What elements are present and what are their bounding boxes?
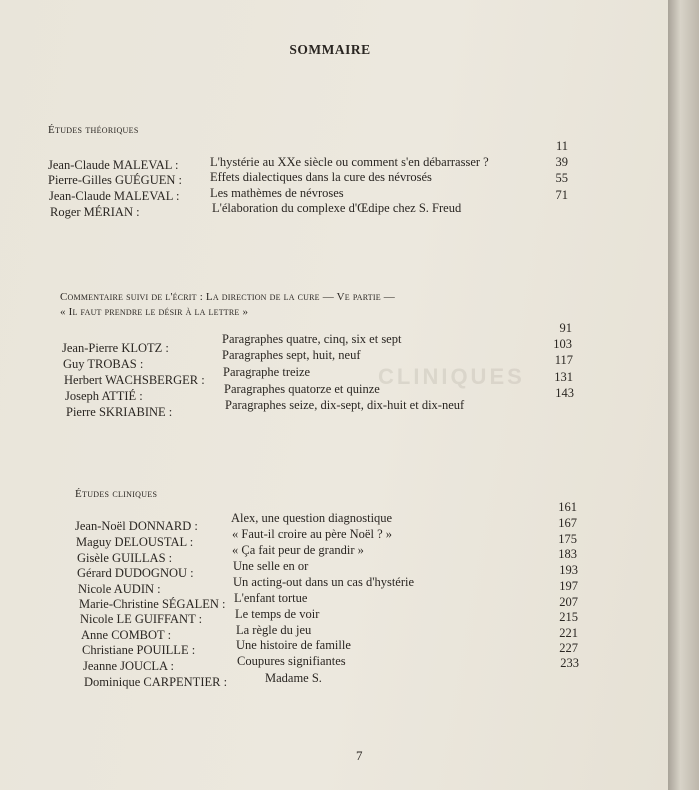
section-heading-cliniques: Études cliniques <box>75 488 158 500</box>
toc-page-number: 197 <box>559 579 578 593</box>
toc-title: Paragraphes seize, dix-sept, dix-huit et dix-neuf <box>225 398 465 412</box>
toc-title: La règle du jeu <box>236 623 312 637</box>
toc-title: Les mathèmes de névroses <box>210 186 344 200</box>
toc-page-number: 143 <box>555 386 574 400</box>
page-stack-edge <box>668 0 699 790</box>
toc-author: Anne COMBOT : <box>81 628 172 642</box>
toc-page-number: 207 <box>559 595 578 609</box>
toc-author: Jean-Claude MALEVAL : <box>49 189 180 203</box>
toc-title: « Faut-il croire au père Noël ? » <box>232 527 393 541</box>
toc-page-number: 55 <box>555 171 568 185</box>
toc-page-number: 131 <box>554 370 573 384</box>
toc-page-number: 221 <box>559 626 578 640</box>
toc-author: Pierre-Gilles GUÉGUEN : <box>48 173 182 187</box>
toc-title: Effets dialectiques dans la cure des névrosés <box>210 170 432 184</box>
toc-title: Paragraphes sept, huit, neuf <box>222 348 361 362</box>
toc-author: Jean-Pierre KLOTZ : <box>62 341 169 355</box>
section-heading-theoriques: Études théoriques <box>48 124 139 136</box>
toc-author: Jean-Claude MALEVAL : <box>48 158 179 172</box>
toc-author: Guy TROBAS : <box>63 357 144 371</box>
toc-author: Pierre SKRIABINE : <box>66 405 173 419</box>
toc-title: Paragraphes quatre, cinq, six et sept <box>222 332 402 346</box>
toc-page-number: 91 <box>559 321 572 335</box>
toc-author: Maguy DELOUSTAL : <box>76 535 194 549</box>
section-heading-subtitle: « Il faut prendre le désir à la lettre » <box>60 306 249 318</box>
toc-page-number: 215 <box>559 610 578 624</box>
toc-title: Madame S. <box>265 671 322 685</box>
show-through-text: CLINIQUES <box>378 364 525 389</box>
toc-author: Nicole LE GUIFFANT : <box>80 612 203 626</box>
toc-page-number: 117 <box>554 353 573 367</box>
toc-author: Roger MÉRIAN : <box>50 205 140 219</box>
toc-title: Une histoire de famille <box>236 638 351 652</box>
toc-page-number: 103 <box>553 337 572 351</box>
toc-title: Alex, une question diagnostique <box>231 511 393 525</box>
toc-page-number: 227 <box>559 641 578 655</box>
toc-title: L'élaboration du complexe d'Œdipe chez S. Freud <box>212 201 462 215</box>
toc-author: Dominique CARPENTIER : <box>84 675 228 689</box>
toc-author: Nicole AUDIN : <box>78 582 161 596</box>
toc-title: Coupures signifiantes <box>237 654 346 668</box>
toc-author: Jeanne JOUCLA : <box>83 659 174 673</box>
toc-title: « Ça fait peur de grandir » <box>232 543 364 557</box>
toc-page-number: 175 <box>558 532 577 546</box>
toc-page-number: 183 <box>558 547 577 561</box>
section-heading-commentaire: Commentaire suivi de l'écrit : La direction de la cure — Ve partie — <box>60 291 395 303</box>
toc-author: Herbert WACHSBERGER : <box>64 373 205 387</box>
toc-page-number: 161 <box>558 500 577 514</box>
toc-author: Marie-Christine SÉGALEN : <box>79 597 226 611</box>
toc-page-number: 167 <box>558 516 577 530</box>
toc-page-number: 71 <box>555 188 568 202</box>
page-title: SOMMAIRE <box>289 42 371 57</box>
toc-author: Christiane POUILLE : <box>82 643 196 657</box>
toc-title: Le temps de voir <box>235 607 320 621</box>
toc-author: Joseph ATTIÉ : <box>65 389 143 403</box>
toc-author: Gérard DUDOGNOU : <box>77 566 194 580</box>
toc-title: Paragraphe treize <box>223 365 311 379</box>
toc-author: Gisèle GUILLAS : <box>77 551 173 565</box>
toc-page-number: 233 <box>560 656 579 670</box>
toc-title: L'enfant tortue <box>234 591 308 605</box>
toc-title: Un acting-out dans un cas d'hystérie <box>233 575 415 589</box>
toc-author: Jean-Noël DONNARD : <box>75 519 198 533</box>
toc-page-number: 11 <box>555 139 568 153</box>
toc-page-number: 39 <box>555 155 568 169</box>
toc-title: Paragraphes quatorze et quinze <box>224 382 380 396</box>
toc-page-number: 193 <box>559 563 578 577</box>
toc-title: Une selle en or <box>233 559 309 573</box>
toc-title: L'hystérie au XXe siècle ou comment s'en débarrasser ? <box>210 155 489 169</box>
page-number: 7 <box>356 748 363 763</box>
